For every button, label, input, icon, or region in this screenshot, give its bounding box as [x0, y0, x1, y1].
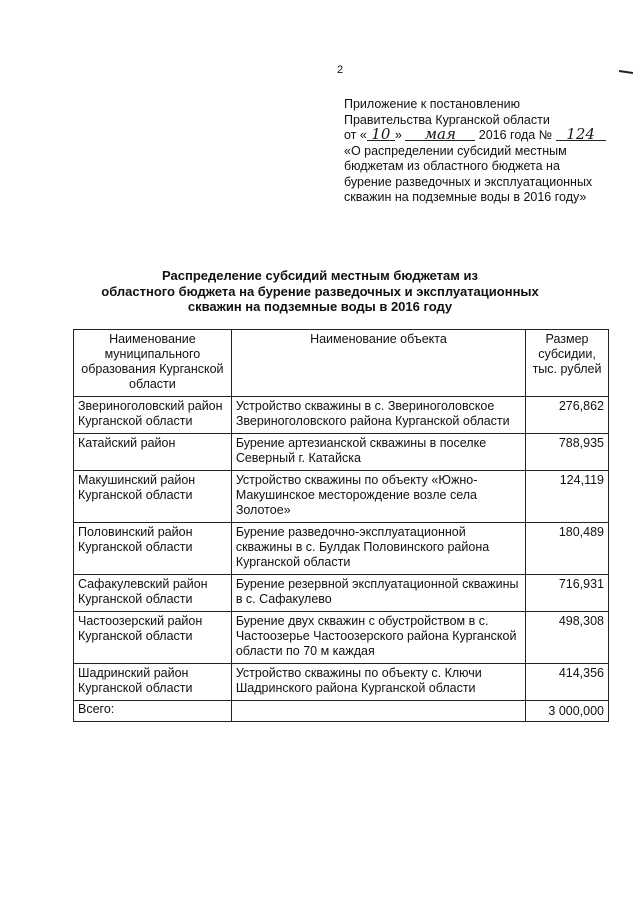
cell-municipality: Шадринский район Курганской области [74, 664, 232, 701]
handwritten-day: 10 [367, 128, 395, 141]
cell-object: Устройство скважины в с. Звериноголовское Звериноголовского района Курганской области [231, 397, 525, 434]
table-total-row [74, 701, 609, 722]
cell-object: Устройство скважины по объекту с. Ключи Шадринского района Курганской области [231, 664, 525, 701]
total-amount: 3 000,000 [526, 701, 609, 722]
appendix-line-4: «О распределении субсидий местным [344, 143, 567, 158]
cell-amount: 180,489 [526, 523, 609, 575]
table-row [74, 434, 609, 471]
cell-amount: 276,862 [526, 397, 609, 434]
table-header-row [74, 330, 609, 397]
title-line-1: Распределение субсидий местным бюджетам из [162, 268, 478, 283]
cell-amount: 124,119 [526, 471, 609, 523]
total-label: Всего: [74, 701, 232, 722]
table-row [74, 612, 609, 664]
cell-amount: 498,308 [526, 612, 609, 664]
cell-amount: 716,931 [526, 575, 609, 612]
cell-municipality: Половинский район Курганской области [74, 523, 232, 575]
cell-object: Бурение разведочно-эксплуатационной скважины в с. Булдак Половинского района Курганской области [231, 523, 525, 575]
table-row [74, 523, 609, 575]
page-number: 2 [337, 64, 344, 76]
cell-municipality: Сафакулевский район Курганской области [74, 575, 232, 612]
document-title [70, 268, 570, 315]
table-row [74, 664, 609, 701]
table-row [74, 471, 609, 523]
cell-municipality: Макушинский район Курганской области [74, 471, 232, 523]
cell-amount: 788,935 [526, 434, 609, 471]
table-row [74, 575, 609, 612]
appendix-header [344, 97, 624, 206]
appendix-line-6: бурение разведочных и эксплуатационных [344, 174, 593, 189]
cell-municipality: Звериноголовский район Курганской области [74, 397, 232, 434]
appendix-line-2: Правительства Курганской области [344, 112, 550, 127]
year-text: 2016 года № [478, 128, 553, 142]
title-line-3: скважин на подземные воды в 2016 году [187, 299, 453, 314]
cell-object: Бурение резервной эксплуатационной скважины в с. Сафакулево [231, 575, 525, 612]
subsidy-table [73, 329, 609, 722]
from-prefix: от « [344, 128, 367, 142]
cell-object: Бурение артезианской скважины в поселке Северный г. Катайска [231, 434, 525, 471]
cell-municipality: Катайский район [74, 434, 232, 471]
table-row [74, 397, 609, 434]
title-line-2: областного бюджета на бурение разведочных и эксплуатационных [101, 283, 539, 299]
appendix-line-1: Приложение к постановлению [344, 97, 520, 111]
corner-pen-mark [619, 70, 633, 74]
handwritten-number: 124 [556, 128, 606, 141]
cell-amount: 414,356 [526, 664, 609, 701]
appendix-date-line [344, 125, 624, 144]
appendix-line-5: бюджетам из областного бюджета на [344, 159, 560, 173]
appendix-line-7: скважин на подземные воды в 2016 году» [344, 190, 587, 204]
cell-object: Устройство скважины по объекту «Южно-Макушинское месторождение возле села Золотое» [231, 471, 525, 523]
handwritten-month: мая [405, 128, 475, 141]
cell-municipality: Частоозерский район Курганской области [74, 612, 232, 664]
header-amount: Размер субсидии, тыс. рублей [526, 330, 609, 397]
total-object [231, 701, 525, 722]
header-object: Наименование объекта [231, 330, 525, 397]
cell-object: Бурение двух скважин с обустройством в с. Частоозерье Частоозерского района Курганской области по 70 м каждая [231, 612, 525, 664]
header-municipality: Наименование муниципального образования Курганской области [74, 330, 232, 397]
quote-close: » [394, 128, 402, 142]
